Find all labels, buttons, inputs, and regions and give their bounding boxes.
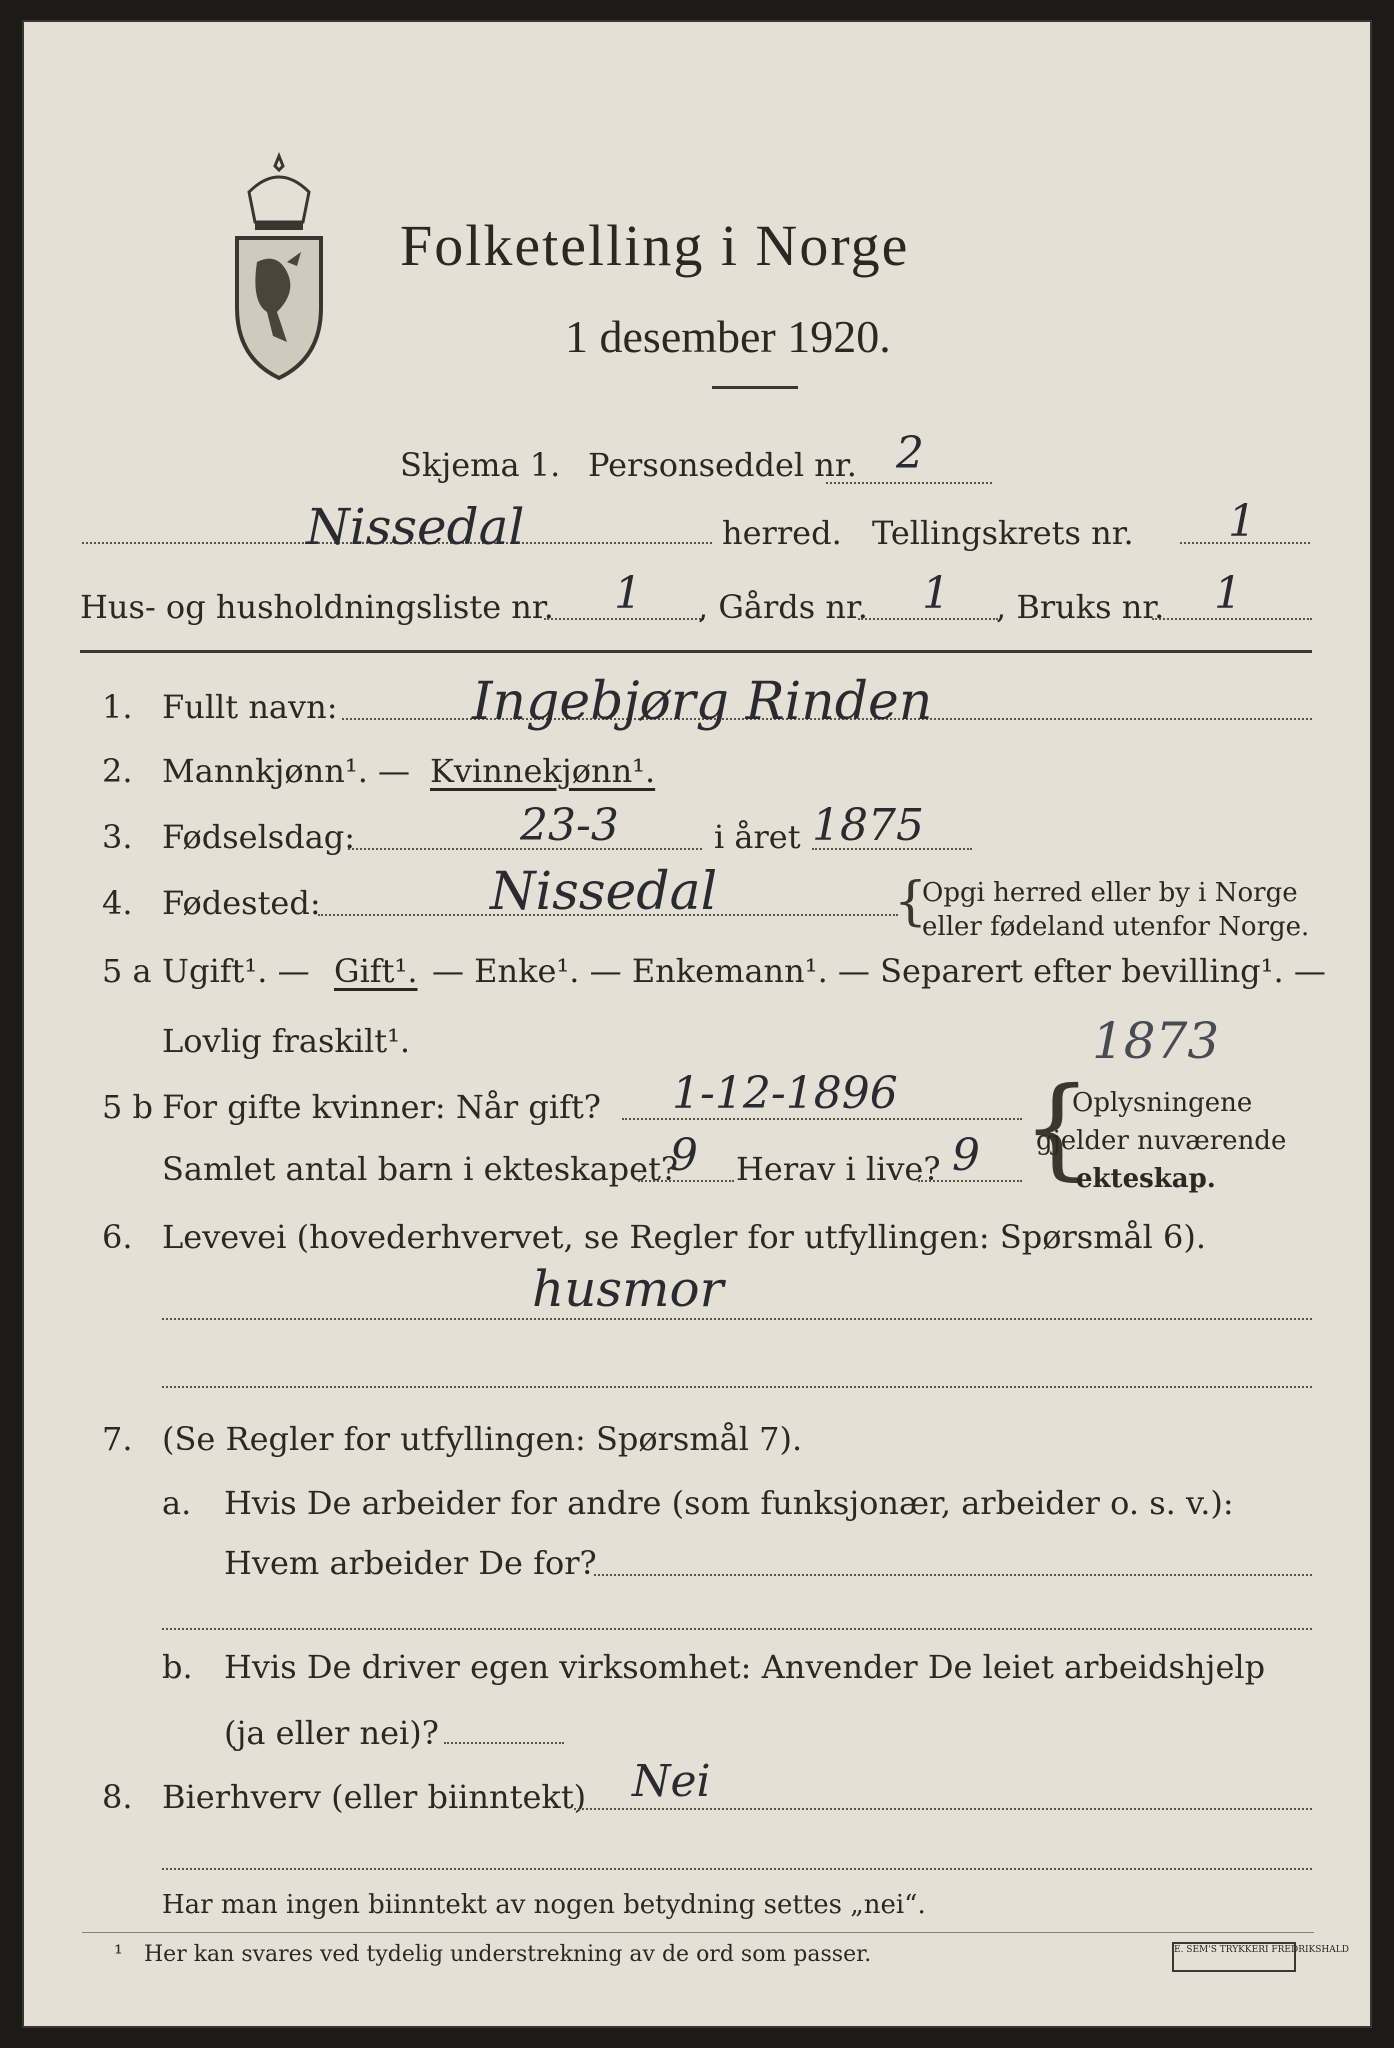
q7a-line2: Hvem arbeider De for? <box>224 1544 597 1582</box>
q3-label: Fødselsdag: <box>162 818 356 856</box>
q5a-ugift: Ugift¹. — <box>162 952 310 990</box>
q7-number: 7. <box>102 1420 133 1458</box>
q2-male: Mannkjønn¹. — <box>162 752 411 790</box>
q5a-rest: — Enke¹. — Enkemann¹. — Separert efter bevilling¹. — <box>432 952 1326 990</box>
q5a-line2: Lovlig fraskilt¹. <box>162 1022 411 1060</box>
q5a-number: 5 a <box>102 952 152 990</box>
footer-note: Har man ingen biinntekt av nogen betydning settes „nei“. <box>162 1890 926 1920</box>
brace: { <box>894 872 928 932</box>
q6-number: 6. <box>102 1218 133 1256</box>
q5b-note-line2: gjelder nuværende <box>1036 1126 1287 1156</box>
tellingskrets-label: Tellingskrets nr. <box>872 514 1134 552</box>
q7b-number: b. <box>162 1648 193 1686</box>
birth-year-value[interactable]: 1875 <box>812 800 924 851</box>
footnote-mark: ¹ <box>114 1942 123 1967</box>
marriage-date-value[interactable]: 1-12-1896 <box>672 1068 898 1119</box>
q7a-employer-field[interactable] <box>594 1574 1312 1576</box>
side-income-value[interactable]: Nei <box>632 1756 711 1807</box>
q2-number: 2. <box>102 752 133 790</box>
q1-label: Fullt navn: <box>162 688 338 726</box>
occupation-value[interactable]: husmor <box>532 1260 724 1318</box>
q7b-answer-field[interactable] <box>444 1742 564 1744</box>
brace: { <box>1022 1063 1092 1191</box>
title-divider <box>712 386 798 389</box>
q8-number: 8. <box>102 1778 133 1816</box>
census-form-page <box>22 20 1372 2028</box>
gards-label: , Gårds nr. <box>698 588 868 626</box>
q6-label: Levevei (hovederhvervet, se Regler for utfyllingen: Spørsmål 6). <box>162 1218 1207 1256</box>
children-value[interactable]: 9 <box>670 1130 698 1181</box>
q3-year-label: i året <box>714 818 801 856</box>
full-name-value[interactable]: Ingebjørg Rinden <box>472 672 933 732</box>
bruks-label: , Bruks nr. <box>996 588 1165 626</box>
tellingskrets-value[interactable]: 1 <box>1228 496 1256 547</box>
q4-number: 4. <box>102 884 133 922</box>
q5b-label: For gifte kvinner: Når gift? <box>162 1088 601 1126</box>
q4-note-line1: Opgi herred eller by i Norge <box>922 878 1298 908</box>
personseddel-label: Personseddel nr. <box>588 446 857 484</box>
skjema-label: Skjema 1. <box>400 446 561 484</box>
q7a-label: Hvis De arbeider for andre (som funksjonær, arbeider o. s. v.): <box>224 1484 1234 1522</box>
q8-label: Bierhverv (eller biinntekt) <box>162 1778 587 1816</box>
q5b-alive-label: Herav i live? <box>736 1150 941 1188</box>
footer-rule <box>82 1932 1314 1933</box>
herred-label: herred. <box>722 514 842 552</box>
birthday-value[interactable]: 23-3 <box>520 800 619 851</box>
q7-label: (Se Regler for utfyllingen: Spørsmål 7). <box>162 1420 803 1458</box>
q7b-label: Hvis De driver egen virksomhet: Anvender De leiet arbeidshjelp <box>224 1648 1266 1686</box>
footnote: Her kan svares ved tydelig understrekning av de ord som passer. <box>144 1942 872 1967</box>
q5b-note-line3: ekteskap. <box>1076 1164 1216 1194</box>
q5b-note-line1: Oplysningene <box>1072 1088 1253 1118</box>
q7b-line2: (ja eller nei)? <box>224 1714 439 1752</box>
q5b-children-label: Samlet antal barn i ekteskapet? <box>162 1150 679 1188</box>
personseddel-value[interactable]: 2 <box>896 428 924 479</box>
printer-mark: E. SEM'S TRYKKERI FREDRIKSHALD <box>1172 1942 1296 1972</box>
q5a-annotation: 1873 <box>1092 1012 1220 1070</box>
husliste-value[interactable]: 1 <box>614 568 642 619</box>
q5a-gift-selected[interactable]: Gift¹. <box>334 952 418 990</box>
q2-female-selected[interactable]: Kvinnekjønn¹. <box>430 752 656 790</box>
q7a-number: a. <box>162 1484 192 1522</box>
q5b-number: 5 b <box>102 1088 154 1126</box>
header-rule <box>80 650 1312 653</box>
q4-label: Fødested: <box>162 884 321 922</box>
birthplace-value[interactable]: Nissedal <box>490 862 718 922</box>
bruks-value[interactable]: 1 <box>1214 568 1242 619</box>
husliste-label: Hus- og husholdningsliste nr. <box>80 588 554 626</box>
alive-value[interactable]: 9 <box>952 1130 980 1181</box>
gards-value[interactable]: 1 <box>922 568 950 619</box>
q3-number: 3. <box>102 818 133 856</box>
coat-of-arms-icon <box>227 152 331 382</box>
census-date: 1 desember 1920. <box>565 311 891 362</box>
q4-note-line2: eller fødeland utenfor Norge. <box>922 912 1310 942</box>
form-title: Folketelling i Norge <box>400 213 910 278</box>
q1-number: 1. <box>102 688 133 726</box>
herred-value[interactable]: Nissedal <box>306 498 525 556</box>
